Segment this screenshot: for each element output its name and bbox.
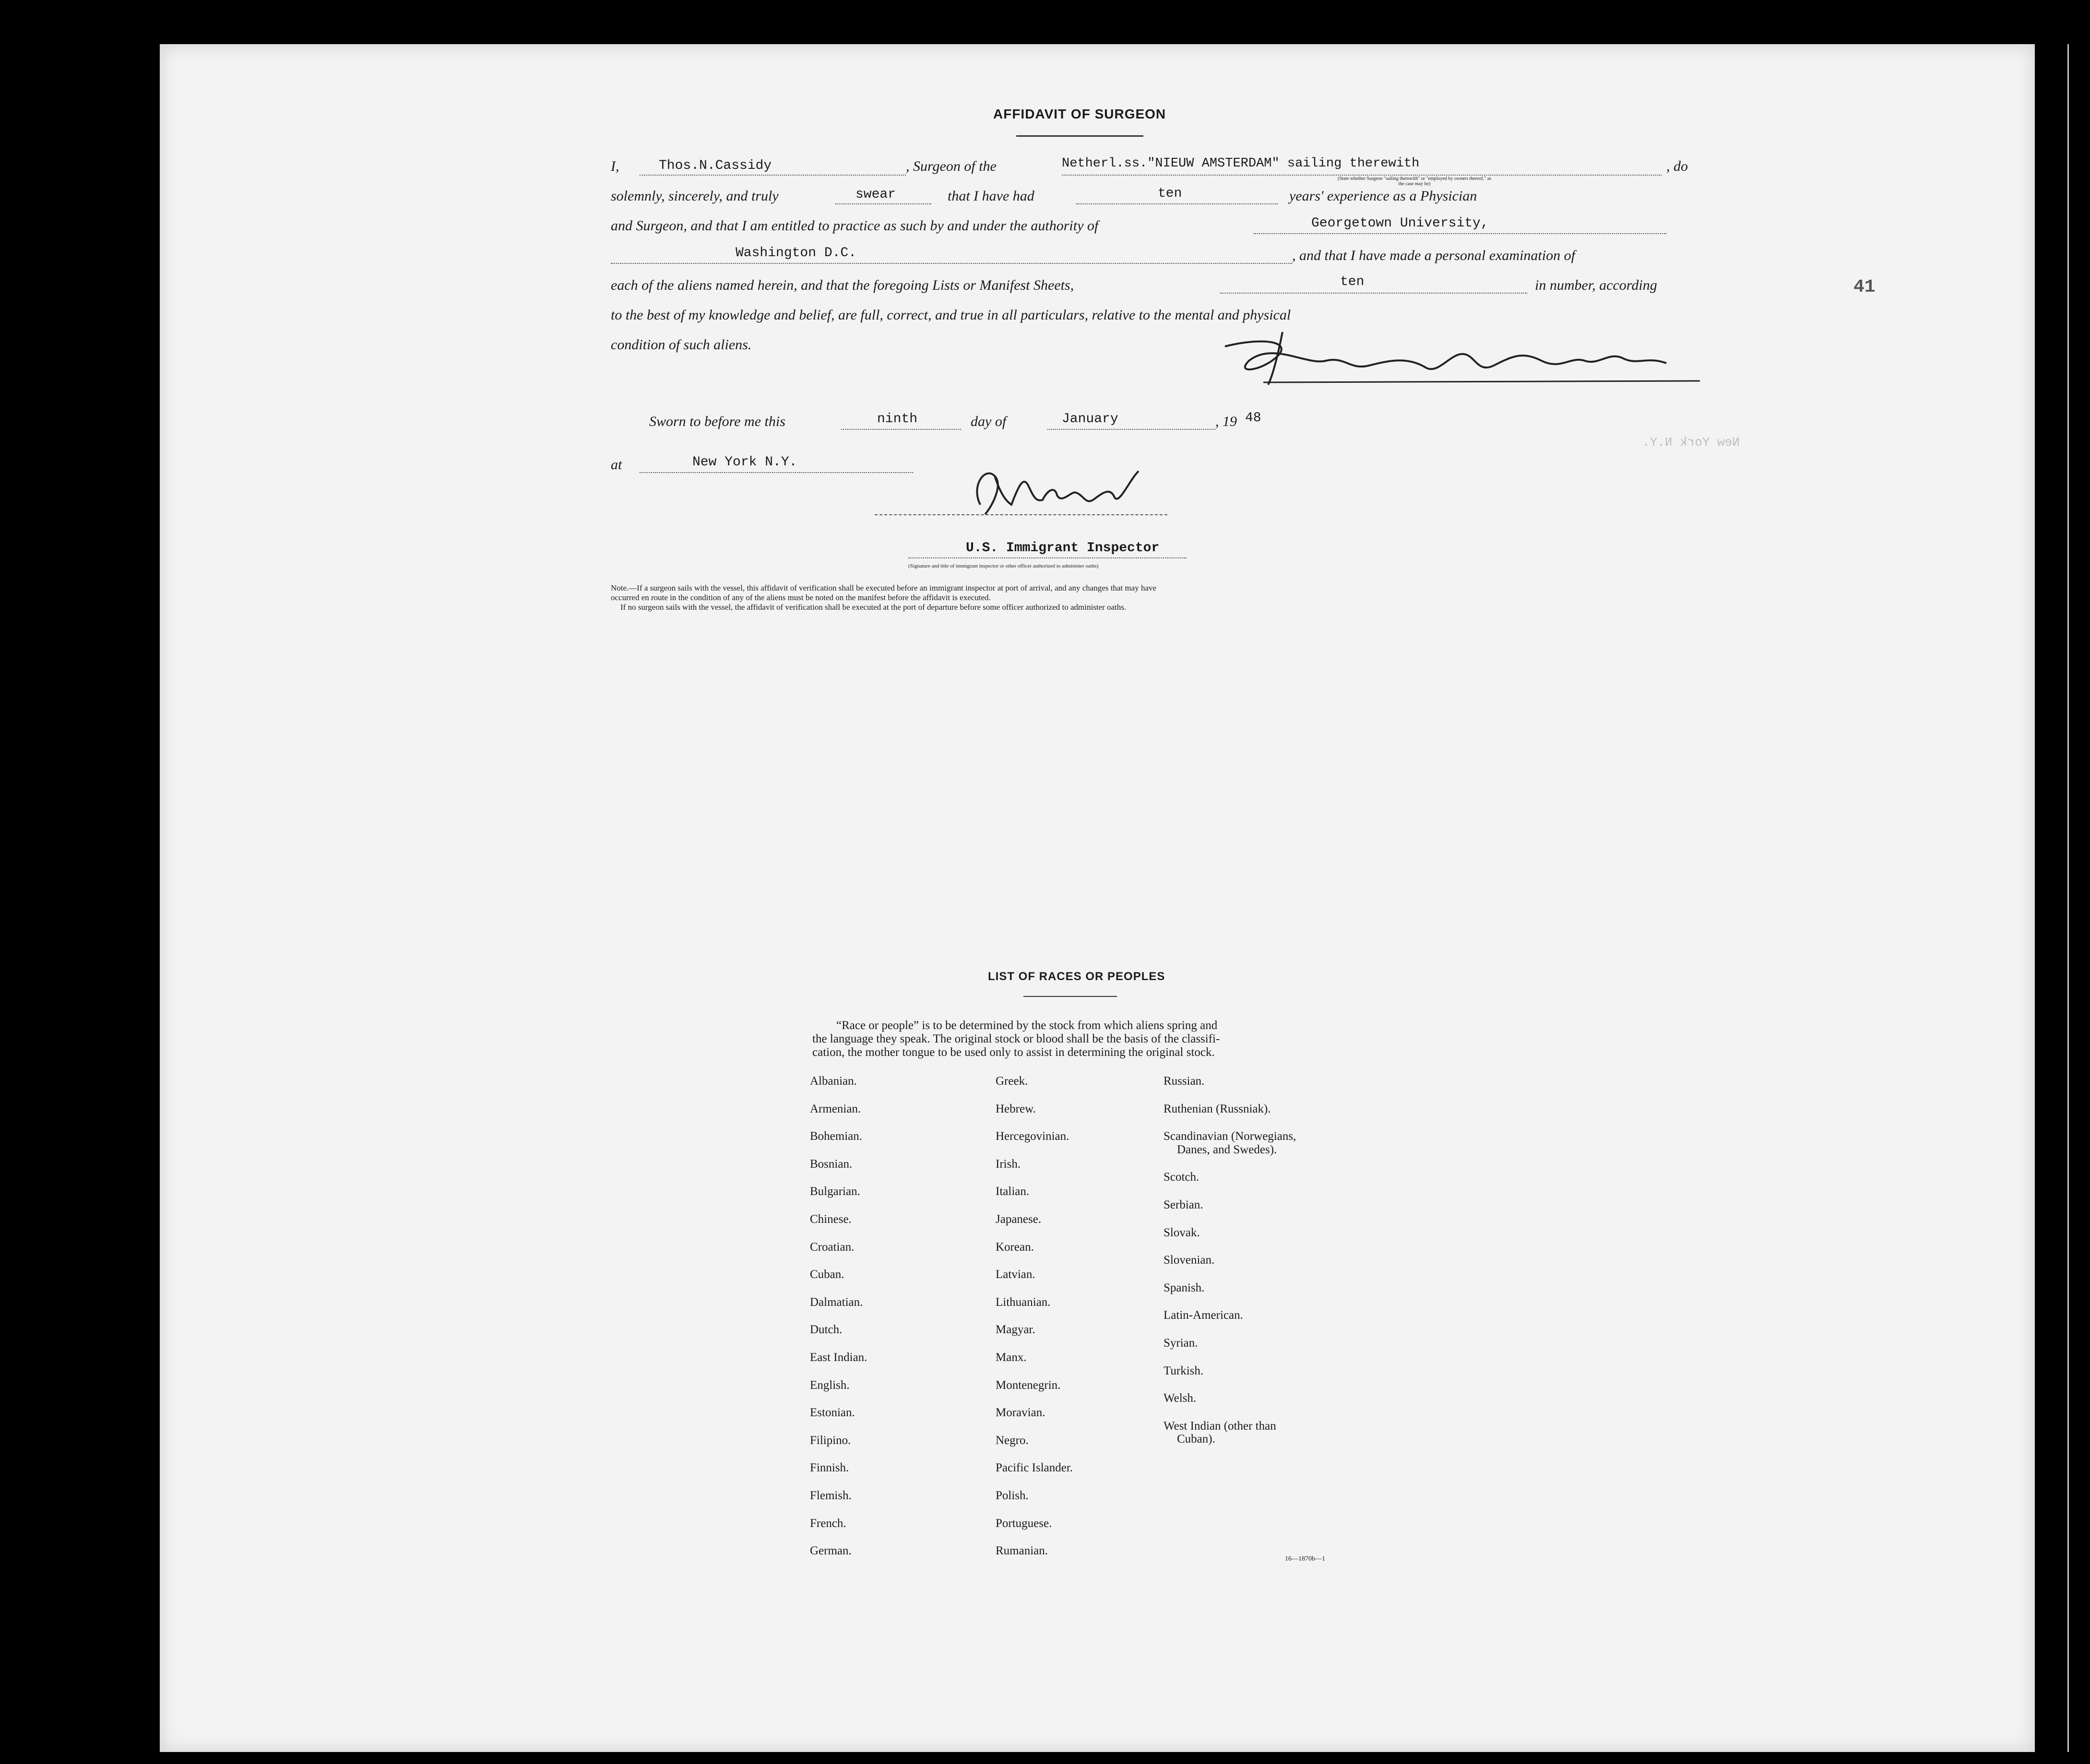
inspector-caption: (Signature and title of immigrant inspector or other officer authorized to administer oaths) — [908, 563, 1099, 569]
race-item: Estonian. — [810, 1406, 855, 1420]
sworn-place: New York N.Y. — [692, 455, 797, 470]
races-intro-line1: “Race or people” is to be determined by the stock from which aliens spring and — [836, 1019, 1218, 1032]
surgeon-name: Thos.N.Cassidy — [659, 158, 772, 173]
races-intro-line3: cation, the mother tongue to be used only to assist in determining the original stock. — [812, 1046, 1215, 1059]
race-item: Bulgarian. — [810, 1185, 860, 1198]
race-item: Latin-American. — [1164, 1309, 1243, 1322]
race-item: Greek. — [996, 1075, 1028, 1088]
race-item: German. — [810, 1544, 852, 1558]
race-item: Flemish. — [810, 1489, 852, 1502]
race-item: Irish. — [996, 1157, 1021, 1171]
title-underline — [1016, 135, 1143, 137]
vessel-caption: (State whether Surgeon "sailing therewith" or "employed by owners thereof," as the case may be) — [1337, 176, 1492, 187]
bleed-through-text: New York N.Y. — [1642, 435, 1740, 450]
races-title: LIST OF RACES OR PEOPLES — [988, 970, 1165, 983]
races-intro-line2: the language they speak. The original stock or blood shall be the basis of the classifi- — [812, 1032, 1220, 1045]
day-of-label: day of — [971, 414, 1007, 429]
years-experience: ten — [1158, 186, 1182, 201]
race-item: Filipino. — [810, 1433, 851, 1447]
race-item: Welsh. — [1164, 1392, 1197, 1405]
physician-label: years' experience as a Physician — [1289, 188, 1477, 204]
race-item: Scotch. — [1164, 1171, 1199, 1184]
race-item: Spanish. — [1164, 1281, 1205, 1294]
race-item: Polish. — [996, 1489, 1029, 1502]
inspector-title: U.S. Immigrant Inspector — [966, 541, 1160, 556]
race-item: Hebrew. — [996, 1102, 1036, 1115]
in-number-label: in number, according — [1535, 277, 1657, 293]
race-item: French. — [810, 1516, 846, 1530]
race-item: Lithuanian. — [996, 1295, 1051, 1309]
affidavit-note-line2: occurred en route in the condition of any of the aliens must be noted on the manifest before the affidavit is executed. — [611, 593, 991, 602]
race-item: Finnish. — [810, 1461, 849, 1475]
authority-institution: Georgetown University, — [1311, 216, 1489, 231]
race-item: Portuguese. — [996, 1516, 1052, 1530]
sworn-year: 48 — [1245, 411, 1261, 426]
race-item: Italian. — [996, 1185, 1030, 1198]
authority-label: and Surgeon, and that I am entitled to practice as such by and under the authority of — [611, 218, 1099, 234]
experience-label: that I have had — [948, 188, 1034, 204]
race-item: Turkish. — [1164, 1364, 1204, 1377]
race-item: Ruthenian (Russniak). — [1164, 1102, 1271, 1115]
race-item: Russian. — [1164, 1075, 1205, 1088]
race-item: Korean. — [996, 1240, 1034, 1254]
race-item: Hercegovinian. — [996, 1130, 1069, 1143]
race-item: Syrian. — [1164, 1337, 1198, 1350]
race-item: Serbian. — [1164, 1198, 1203, 1211]
at-label: at — [611, 457, 622, 473]
form-number: 16—1870b—1 — [1285, 1555, 1325, 1563]
manifest-sheet-count: ten — [1340, 274, 1365, 289]
race-item: Dutch. — [810, 1323, 843, 1337]
solemnly-label: solemnly, sincerely, and truly — [611, 188, 779, 204]
manifest-label: each of the aliens named herein, and that the foregoing Lists or Manifest Sheets, — [611, 277, 1074, 293]
affidavit-prefix: I, — [611, 158, 619, 174]
knowledge-statement: to the best of my knowledge and belief, are full, correct, and true in all particulars, relative to the mental and physical — [611, 307, 1291, 323]
affidavit-note-line3: If no surgeon sails with the vessel, the affidavit of verification shall be executed at the port of departure before some officer authorized to administer oaths. — [620, 603, 1127, 612]
race-item: East Indian. — [810, 1351, 867, 1364]
race-item: Slovenian. — [1164, 1254, 1215, 1267]
race-item: Montenegrin. — [996, 1378, 1061, 1392]
page-seam — [2067, 44, 2069, 1752]
races-title-underline — [1023, 996, 1117, 997]
race-item: Slovak. — [1164, 1226, 1200, 1239]
race-item: Danes, and Swedes). — [1177, 1143, 1277, 1156]
affidavit-title: AFFIDAVIT OF SURGEON — [993, 107, 1166, 121]
race-item: Chinese. — [810, 1213, 852, 1226]
oath-word: swear — [855, 187, 896, 202]
vessel-name: Netherl.ss."NIEUW AMSTERDAM" sailing therewith — [1062, 156, 1420, 171]
race-item: Armenian. — [810, 1102, 861, 1115]
race-item: Cuban. — [810, 1268, 844, 1281]
race-item: Bosnian. — [810, 1157, 853, 1171]
race-item: Scandinavian (Norwegians, — [1164, 1130, 1296, 1143]
race-item: Albanian. — [810, 1075, 857, 1088]
page-number: 41 — [1853, 277, 1876, 297]
do-label: , do — [1666, 158, 1688, 174]
race-item: Negro. — [996, 1433, 1029, 1447]
race-item: Latvian. — [996, 1268, 1035, 1281]
race-item: Croatian. — [810, 1240, 855, 1254]
examination-label: , and that I have made a personal examination of — [1292, 248, 1575, 263]
authority-location: Washington D.C. — [736, 246, 857, 260]
condition-statement: condition of such aliens. — [611, 337, 752, 353]
race-item: Japanese. — [996, 1213, 1042, 1226]
sworn-label: Sworn to before me this — [649, 414, 785, 429]
race-item: Manx. — [996, 1351, 1027, 1364]
race-item: West Indian (other than — [1164, 1419, 1276, 1433]
race-item: Rumanian. — [996, 1544, 1048, 1558]
race-item: Pacific Islander. — [996, 1461, 1073, 1475]
affidavit-note-line1: Note.—If a surgeon sails with the vessel, this affidavit of verification shall be executed before an immigrant inspector at port of arrival, and any changes that may have — [611, 583, 1157, 592]
sworn-month: January — [1062, 412, 1118, 426]
race-item: Moravian. — [996, 1406, 1045, 1420]
race-item: Bohemian. — [810, 1130, 863, 1143]
surgeon-of-label: , Surgeon of the — [906, 158, 997, 174]
year-prefix: , 19 — [1215, 414, 1237, 429]
document-sheet — [160, 44, 2035, 1752]
inspector-signature — [966, 457, 1158, 524]
sworn-day: ninth — [877, 412, 918, 426]
race-item: English. — [810, 1378, 850, 1392]
race-item: Dalmatian. — [810, 1295, 863, 1309]
race-item: Magyar. — [996, 1323, 1035, 1337]
race-item: Cuban). — [1177, 1433, 1215, 1446]
surgeon-signature — [1206, 327, 1705, 390]
